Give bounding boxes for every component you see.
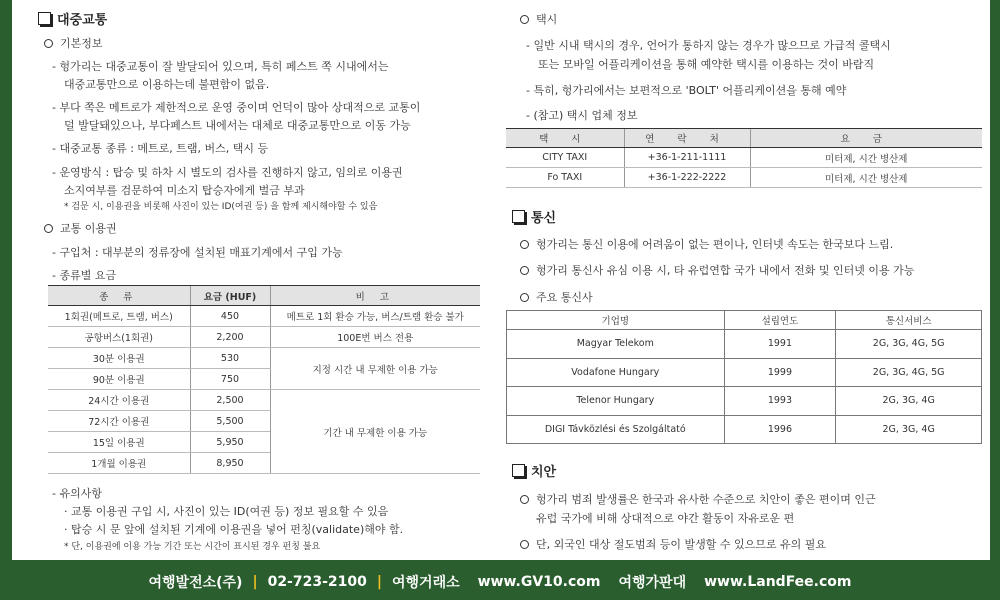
safety-line: 단, 외국인 대상 절도범죄 등이 발생할 수 있으므로 유의 필요	[520, 536, 826, 552]
telecom-header-row	[507, 311, 982, 330]
basic-line: - 헝가리는 대중교통이 잘 발달되어 있으며, 특히 페스트 쪽 시내에서는	[52, 60, 389, 73]
footer-company: 여행발전소(주)	[148, 574, 243, 591]
fare-table	[48, 285, 480, 474]
fare-header-price: 요금 (HUF)	[190, 286, 270, 306]
fare-header-note: 비 고	[270, 286, 480, 306]
telecom-header-service: 통신서비스	[836, 311, 982, 330]
basic-line: 덜 발달돼있으나, 부다페스트 내에서는 대체로 대중교통만으로 이동 가능	[64, 119, 411, 132]
taxi-line: - (참고) 택시 업체 정보	[526, 109, 638, 122]
circle-bullet-icon	[44, 39, 53, 48]
fare-note: 100E번 버스 전용	[270, 327, 480, 348]
telecom-name: Vodafone Hungary	[507, 358, 725, 387]
fare-price: 5,500	[190, 411, 270, 432]
circle-bullet-icon	[520, 15, 529, 24]
fare-note: 메트로 1회 환승 가능, 버스/트램 환승 불가	[270, 306, 480, 327]
fare-type: 1개월 이용권	[48, 453, 190, 474]
taxi-fee: 미터제, 시간 병산제	[750, 168, 982, 188]
taxi-header-phone: 연 락 처	[624, 129, 750, 148]
table-row	[48, 348, 480, 369]
caution-heading: - 유의사항	[52, 487, 102, 500]
fare-type: 공항버스(1회권)	[48, 327, 190, 348]
taxi-line: - 일반 시내 택시의 경우, 언어가 통하지 않는 경우가 많으므로 가급적 콜택시	[526, 39, 891, 52]
taxi-line: 또는 모바일 어플리케이션을 통해 예약한 택시를 이용하는 것이 바람직	[538, 58, 875, 71]
ticket-heading: 교통 이용권	[44, 220, 117, 236]
basic-line: 대중교통만으로 이용하는데 불편함이 없음.	[64, 78, 270, 91]
telecom-year: 1991	[724, 330, 836, 359]
telecom-name: Telenor Hungary	[507, 387, 725, 416]
taxi-phone: +36-1-222-2222	[624, 168, 750, 188]
checkbox-square-icon	[512, 464, 525, 477]
telecom-heading: 통신	[512, 207, 556, 226]
telecom-table	[506, 310, 982, 444]
fare-group-note: 기간 내 무제한 이용 가능	[270, 390, 480, 474]
taxi-table	[506, 128, 982, 188]
telecom-line: 헝가리는 통신 이용에 어려움이 없는 편이나, 인터넷 속도는 한국보다 느림.	[520, 236, 893, 252]
table-row	[507, 330, 982, 359]
taxi-name: CITY TAXI	[506, 148, 624, 168]
taxi-line: - 특히, 헝가리에서는 보편적으로 'BOLT' 어플리케이션을 통해 예약	[526, 84, 847, 97]
fare-price: 530	[190, 348, 270, 369]
safety-heading: 치안	[512, 461, 556, 480]
basic-note: * 검문 시, 이용권을 비롯해 사진이 있는 ID(여권 등) 을 함께 제시해야할 수 있음	[64, 202, 378, 212]
footer-label-stand: 여행가판대	[618, 574, 687, 591]
telecom-year: 1996	[724, 415, 836, 444]
circle-bullet-icon	[520, 495, 529, 504]
ticket-line: - 구입처 : 대부분의 정류장에 설치된 매표기계에서 구입 가능	[52, 246, 343, 259]
safety-line: 유럽 국가에 비해 상대적으로 야간 활동이 자유로운 편	[536, 512, 795, 525]
caution-line: · 교통 이용권 구입 시, 사진이 있는 ID(여권 등) 정보 필요할 수 있음	[64, 505, 389, 518]
caution-line: · 탑승 시 문 앞에 설치된 기계에 이용권을 넣어 펀칭(validate)해야 함.	[64, 523, 404, 536]
footer-banner	[0, 563, 1000, 600]
telecom-year: 1993	[724, 387, 836, 416]
fare-header-row	[48, 286, 480, 306]
fare-type: 30분 이용권	[48, 348, 190, 369]
table-row	[48, 327, 480, 348]
taxi-name: Fo TAXI	[506, 168, 624, 188]
safety-line: 헝가리 범죄 발생률은 한국과 유사한 수준으로 치안이 좋은 편이며 인근	[520, 491, 876, 507]
telecom-name: DIGI Távközlési és Szolgáltató	[507, 415, 725, 444]
fare-price: 8,950	[190, 453, 270, 474]
document-page	[12, 0, 990, 560]
fare-price: 750	[190, 369, 270, 390]
telecom-header-name: 기업명	[507, 311, 725, 330]
circle-bullet-icon	[520, 540, 529, 549]
circle-bullet-icon	[520, 240, 529, 249]
taxi-header-name: 택 시	[506, 129, 624, 148]
footer-divider: |	[252, 573, 258, 590]
telecom-line: 주요 통신사	[520, 289, 593, 305]
basic-line: 소지여부를 검문하여 미소지 탑승자에게 벌금 부과	[64, 184, 305, 197]
fare-type: 1회권(메트로, 트램, 버스)	[48, 306, 190, 327]
fare-group-note: 지정 시간 내 무제한 이용 가능	[270, 348, 480, 390]
table-row	[48, 306, 480, 327]
telecom-service: 2G, 3G, 4G, 5G	[836, 358, 982, 387]
basic-info-heading: 기본정보	[44, 35, 103, 51]
basic-line: - 대중교통 종류 : 메트로, 트램, 버스, 택시 등	[52, 142, 269, 155]
footer-divider: |	[376, 573, 382, 590]
transport-heading: 대중교통	[38, 9, 107, 28]
fare-price: 2,200	[190, 327, 270, 348]
footer-phone: 02-723-2100	[267, 573, 367, 590]
circle-bullet-icon	[44, 224, 53, 233]
taxi-heading: 택시	[520, 11, 557, 27]
circle-bullet-icon	[520, 266, 529, 275]
telecom-service: 2G, 3G, 4G	[836, 415, 982, 444]
left-column	[34, 0, 482, 560]
caution-note: * 단, 이용권에 이용 가능 기간 또는 시간이 표시된 경우 펀칭 불요	[64, 542, 321, 552]
table-row	[507, 358, 982, 387]
taxi-header-fee: 요 금	[750, 129, 982, 148]
fare-price: 450	[190, 306, 270, 327]
taxi-header-row	[506, 129, 982, 148]
basic-line: - 부다 쪽은 메트로가 제한적으로 운영 중이며 언덕이 많아 상대적으로 교통이	[52, 101, 421, 114]
fare-type: 24시간 이용권	[48, 390, 190, 411]
telecom-year: 1999	[724, 358, 836, 387]
table-row	[507, 415, 982, 444]
footer-site-link[interactable]: www.LandFee.com	[704, 573, 852, 590]
checkbox-square-icon	[512, 210, 525, 223]
basic-line: - 운영방식 : 탑승 및 하차 시 별도의 검사를 진행하지 않고, 임의로 이용권	[52, 166, 403, 179]
table-row	[506, 148, 982, 168]
fare-price: 2,500	[190, 390, 270, 411]
table-row	[507, 387, 982, 416]
ticket-line: - 종류별 요금	[52, 269, 117, 282]
telecom-name: Magyar Telekom	[507, 330, 725, 359]
taxi-phone: +36-1-211-1111	[624, 148, 750, 168]
circle-bullet-icon	[520, 293, 529, 302]
footer-label-exchange: 여행거래소	[392, 574, 460, 591]
checkbox-square-icon	[38, 12, 51, 25]
fare-header-type: 종 류	[48, 286, 190, 306]
telecom-service: 2G, 3G, 4G	[836, 387, 982, 416]
right-column	[506, 0, 986, 560]
fare-type: 90분 이용권	[48, 369, 190, 390]
telecom-line: 헝가리 통신사 유심 이용 시, 타 유럽연합 국가 내에서 전화 및 인터넷 이용 가능	[520, 262, 914, 278]
taxi-fee: 미터제, 시간 병산제	[750, 148, 982, 168]
table-row	[48, 390, 480, 411]
fare-type: 72시간 이용권	[48, 411, 190, 432]
fare-type: 15일 이용권	[48, 432, 190, 453]
fare-price: 5,950	[190, 432, 270, 453]
footer-site-link[interactable]: www.GV10.com	[477, 573, 601, 590]
telecom-header-year: 설립연도	[724, 311, 836, 330]
telecom-service: 2G, 3G, 4G, 5G	[836, 330, 982, 359]
table-row	[506, 168, 982, 188]
